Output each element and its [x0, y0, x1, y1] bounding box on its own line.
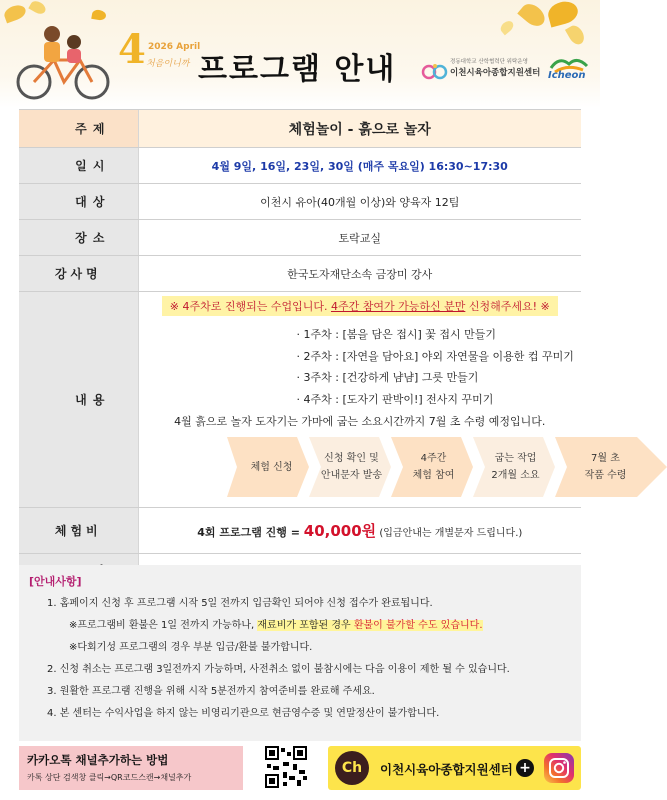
flow-step-line: 안내문자 발송: [320, 470, 383, 481]
instructor-row: [19, 256, 581, 292]
subject-value: 체험놀이 - 흙으로 놀자: [138, 110, 581, 148]
flow-step-line: 굽는 작업: [494, 453, 537, 464]
badge-month: 2026 April: [148, 42, 201, 52]
kakao-guide-steps: 카톡 상단 검색창 클릭→QR코드스캔→채널추가: [27, 773, 192, 782]
notice-item: 2. 신청 취소는 프로그램 3일전까지 가능하며, 사전취소 없이 불참시에는 다음 이용이 제한 될 수 있습니다.: [47, 664, 510, 675]
notice-section: [19, 565, 581, 741]
place-value: 토락교실: [138, 220, 581, 256]
target-label: 대 상: [19, 184, 138, 220]
flow-step-line: 체험 신청: [250, 461, 293, 473]
content-label: 내 용: [19, 292, 138, 508]
target-value: 이천시 유아(40개월 이상)와 양육자 12팀: [138, 184, 581, 220]
subject-row: [19, 110, 581, 148]
list-item: · 3주차 : [건강하게 냠냠] 그릇 만들기: [296, 371, 479, 384]
fee-amount: 40,000원: [303, 522, 377, 540]
notice-banner: [162, 296, 558, 316]
notice-item: 1. 홈페이지 신청 후 프로그램 시작 5일 전까지 입금확인 되어야 신청 접수가 완료됩니다.: [47, 598, 433, 609]
add-channel-button[interactable]: +: [516, 759, 534, 777]
icheon-logo-text: Icheon: [548, 70, 586, 81]
leaf-decoration: [565, 23, 587, 47]
notice-item: 3. 원활한 프로그램 진행을 위해 시작 5분전까지 참여준비를 완료해 주세요.: [47, 686, 375, 697]
leaf-decoration: [498, 19, 515, 36]
list-item: · 1주차 : [봄을 담은 접시] 꽃 접시 만들기: [296, 328, 497, 341]
flow-step-firing: [479, 437, 553, 497]
subject-label: 주 제: [19, 110, 138, 148]
leaf-decoration: [546, 0, 581, 28]
org-subtitle: 경동대학교 산학협력단 위탁운영: [450, 59, 528, 65]
weekly-schedule-list: [297, 324, 582, 410]
bicycle-illustration: [8, 20, 120, 102]
pickup-note: 4월 흙으로 놀자 도자기는 가마에 굽는 소요시간까지 7월 초 수령 예정입니다.: [174, 415, 546, 428]
time-label: 일 시: [19, 148, 138, 184]
list-item: · 2주차 : [자연을 담아요] 야외 자연물을 이용한 컵 꾸미기: [296, 349, 574, 363]
fee-value: [138, 508, 581, 554]
content-row: [19, 292, 581, 508]
kakao-channel-banner[interactable]: [328, 746, 581, 790]
header-banner: [0, 0, 600, 108]
org-name: 이천시육아종합지원센터: [450, 68, 541, 78]
notice-item: 4. 본 센터는 수익사업을 하지 않는 비영리기관으로 현금영수증 및 연말정산이 불가합니다.: [47, 708, 440, 719]
notice-text: ※ 4주차로 진행되는 수업입니다.: [169, 300, 331, 313]
notice-highlight-text: 재료비가 포함된 경우: [257, 620, 354, 631]
list-item: · 4주차 : [도자기 판박이!] 전사지 꾸미기: [296, 392, 494, 406]
notice-highlight: [257, 620, 482, 631]
notice-subitem: [29, 618, 571, 633]
kakao-channel-guide: [19, 746, 243, 790]
time-row: [19, 148, 581, 184]
time-value: 4월 9일, 16일, 23일, 30일 (매주 목요일) 16:30~17:30: [138, 148, 581, 184]
qr-code-icon[interactable]: [265, 746, 307, 788]
instructor-value: 한국도자재단소속 금장미 강사: [138, 256, 581, 292]
leaf-decoration: [517, 0, 548, 30]
flow-step-line: 신청 확인 및: [324, 453, 379, 464]
badge-script: 처음이니까: [146, 59, 190, 69]
flow-step-line: 7월 초: [591, 453, 620, 464]
flow-step-line: 체험 참여: [412, 470, 455, 481]
fee-note: (입금안내는 개별문자 드립니다.): [376, 528, 523, 539]
leaf-decoration: [28, 0, 47, 16]
channel-name: 이천시육아종합지원센터: [380, 762, 513, 777]
content-value: [138, 292, 627, 508]
program-info-table: [19, 109, 627, 588]
fee-prefix: 4회 프로그램 진행 =: [197, 526, 304, 539]
flow-step-apply: [235, 437, 309, 497]
kakao-channel-icon: Ch: [335, 751, 369, 785]
place-row: [19, 220, 581, 256]
notice-title: [안내사항]: [29, 575, 82, 588]
instagram-icon[interactable]: [544, 753, 574, 783]
fee-row: [19, 508, 581, 554]
target-row: [19, 184, 581, 220]
instructor-label: 강사명: [19, 256, 138, 292]
badge-number: 4: [118, 26, 146, 73]
process-flow: [227, 437, 667, 501]
fee-label: 체험비: [19, 508, 138, 554]
flow-step-participate: [397, 437, 471, 497]
flow-step-line: 4주간: [420, 453, 447, 464]
center-logo-icon: [422, 62, 448, 82]
flow-step-line: 2개월 소요: [491, 470, 540, 481]
notice-subitem: ※다회기성 프로그램의 경우 부분 입금/환불 불가합니다.: [69, 642, 313, 653]
notice-text-end: 신청해주세요! ※: [465, 300, 550, 313]
flow-step-pickup: [563, 437, 649, 497]
notice-underline: 4주간 참여가 가능하신 분만: [330, 300, 466, 313]
notice-highlight-red: 환불이 불가할 수도 있습니다.: [353, 620, 483, 631]
page-title: 프로그램 안내: [198, 52, 397, 87]
flow-step-line: 작품 수령: [584, 470, 627, 481]
kakao-guide-title: 카카오톡 채널추가하는 방법: [27, 753, 169, 767]
place-label: 장 소: [19, 220, 138, 256]
flow-step-confirm: [315, 437, 389, 497]
notice-text: ※프로그램비 환불은 1일 전까지 가능하나,: [69, 620, 258, 631]
